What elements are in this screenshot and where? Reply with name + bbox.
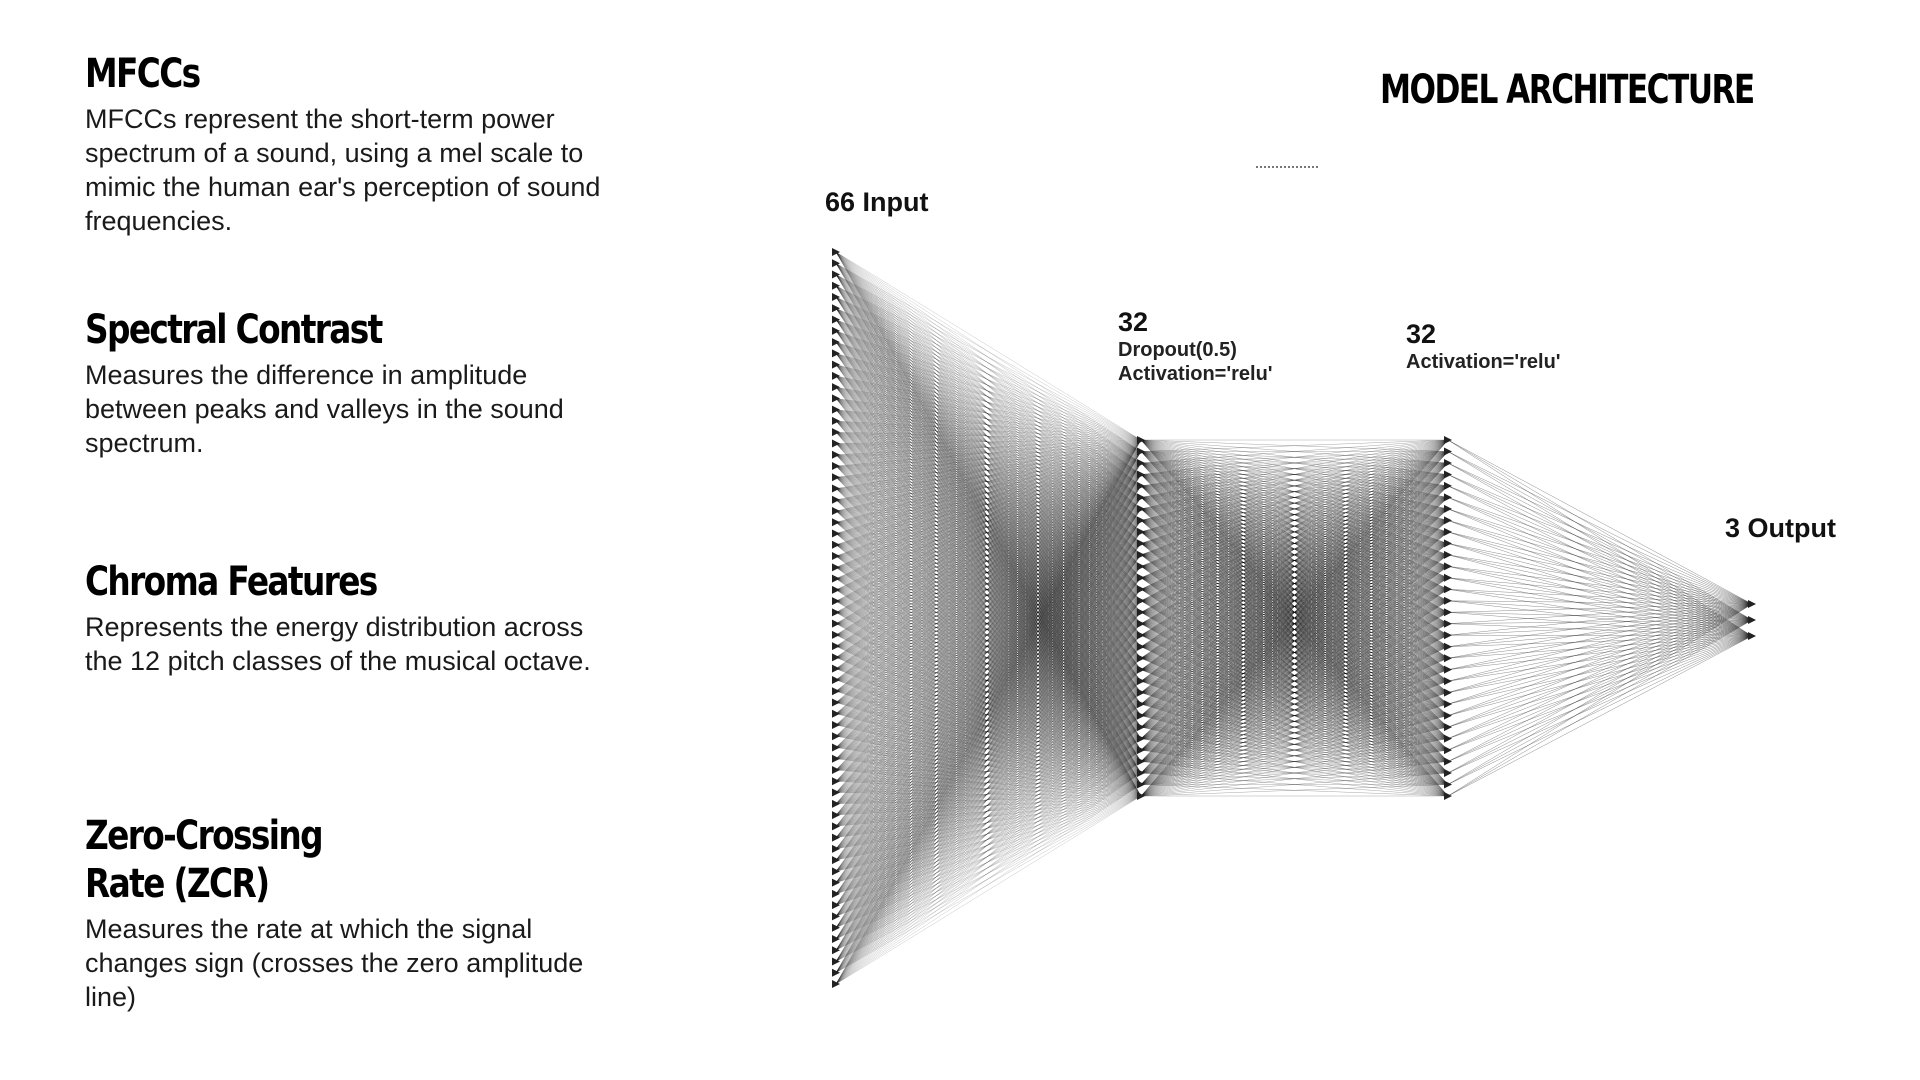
neuron-node — [832, 698, 840, 706]
layer-2-nodes — [1444, 436, 1452, 800]
layer-count: 32 — [1118, 307, 1149, 337]
feature-title-line: MFCCs — [85, 51, 200, 97]
connections-layer-1-to-2 — [1141, 440, 1448, 796]
neuron-node — [1137, 585, 1145, 593]
neuron-node — [832, 563, 840, 571]
neuron-node — [832, 676, 840, 684]
neuron-node — [1444, 459, 1452, 467]
connections-layer-2-to-3 — [1448, 440, 1752, 796]
neuron-node — [832, 608, 840, 616]
connection-lines — [836, 252, 1141, 984]
neuron-node — [1137, 631, 1145, 639]
architecture-title: MODEL ARCHITECTURE — [1380, 67, 1754, 113]
neuron-node — [1444, 666, 1452, 674]
neuron-node — [832, 653, 840, 661]
neuron-node — [1444, 758, 1452, 766]
neuron-node — [1444, 620, 1452, 628]
feature-description: Represents the energy distribution across the 12 pitch classes of the musical octave. — [85, 612, 591, 676]
feature-title-line: Rate (ZCR) — [85, 861, 269, 907]
neuron-node — [1444, 516, 1452, 524]
neuron-node — [1444, 597, 1452, 605]
neuron-node — [1137, 620, 1145, 628]
output-layer-label — [1725, 512, 1836, 544]
hidden-layer-1-label — [1118, 306, 1273, 386]
input-layer-label — [825, 186, 929, 218]
connection-lines — [1448, 440, 1752, 796]
neuron-node — [1444, 436, 1452, 444]
neuron-node — [832, 552, 840, 560]
neuron-node — [832, 530, 840, 538]
feature-title-line: Spectral Contrast — [85, 307, 382, 353]
neuron-node — [1137, 677, 1145, 685]
neuron-node — [832, 575, 840, 583]
neuron-node — [1444, 585, 1452, 593]
neuron-node — [1748, 632, 1756, 640]
neuron-node — [1444, 712, 1452, 720]
neuron-node — [832, 665, 840, 673]
neuron-node — [832, 642, 840, 650]
connection-lines — [1141, 440, 1448, 796]
feature-description: MFCCs represent the short-term power spectrum of a sound, using a mel scale to mimic the human ear's perception of sound frequencies. — [85, 104, 601, 236]
neuron-node — [1444, 470, 1452, 478]
neuron-node — [832, 586, 840, 594]
neuron-node — [1444, 781, 1452, 789]
neuron-node — [1444, 539, 1452, 547]
neuron-node — [832, 597, 840, 605]
neuron-node — [1444, 551, 1452, 559]
neuron-node — [1137, 551, 1145, 559]
feature-title-line: Zero-Crossing — [85, 813, 322, 859]
neuron-node — [1748, 616, 1756, 624]
neuron-node — [1137, 528, 1145, 536]
neuron-node — [1444, 493, 1452, 501]
neuron-node — [1748, 600, 1756, 608]
layer-0-nodes — [832, 248, 840, 988]
neuron-node — [1137, 597, 1145, 605]
neuron-node — [1444, 528, 1452, 536]
neuron-node — [1137, 689, 1145, 697]
neuron-node — [1137, 562, 1145, 570]
neuron-node — [1444, 677, 1452, 685]
neuron-node — [1444, 447, 1452, 455]
neuron-node — [832, 687, 840, 695]
neuron-node — [1444, 574, 1452, 582]
layer-detail: Activation='relu' — [1406, 351, 1561, 373]
neuron-node — [1137, 666, 1145, 674]
neuron-node — [1444, 735, 1452, 743]
neuron-node — [1137, 700, 1145, 708]
feature-description: Measures the difference in amplitude between peaks and valleys in the sound spectrum. — [85, 360, 564, 458]
neuron-node — [1444, 562, 1452, 570]
feature-description: Measures the rate at which the signal changes sign (crosses the zero amplitude line) — [85, 914, 584, 1012]
neuron-node — [1137, 539, 1145, 547]
neuron-node — [1444, 482, 1452, 490]
layer-count: 66 Input — [825, 187, 929, 217]
neuron-node — [1137, 608, 1145, 616]
neuron-node — [1444, 608, 1452, 616]
neuron-node — [1137, 574, 1145, 582]
layer-detail: Activation='relu' — [1118, 363, 1273, 385]
neuron-node — [1137, 654, 1145, 662]
neuron-node — [1444, 654, 1452, 662]
neuron-node — [832, 541, 840, 549]
neuron-node — [1444, 746, 1452, 754]
neuron-node — [1444, 631, 1452, 639]
layer-detail: Dropout(0.5) — [1118, 339, 1237, 361]
neuron-node — [1444, 505, 1452, 513]
neuron-node — [1444, 689, 1452, 697]
neuron-node — [1444, 769, 1452, 777]
feature-title-line: Chroma Features — [85, 559, 377, 605]
layer-count: 32 — [1406, 319, 1437, 349]
connections-layer-0-to-1 — [836, 252, 1141, 984]
neuron-node — [832, 631, 840, 639]
neuron-node — [1444, 700, 1452, 708]
hidden-layer-2-label — [1406, 318, 1561, 374]
neuron-node — [1444, 643, 1452, 651]
neuron-node — [1444, 723, 1452, 731]
neuron-node — [1444, 792, 1452, 800]
neuron-node — [832, 620, 840, 628]
neuron-node — [1137, 643, 1145, 651]
layer-3-nodes — [1748, 600, 1756, 640]
layer-count: 3 Output — [1725, 513, 1836, 543]
